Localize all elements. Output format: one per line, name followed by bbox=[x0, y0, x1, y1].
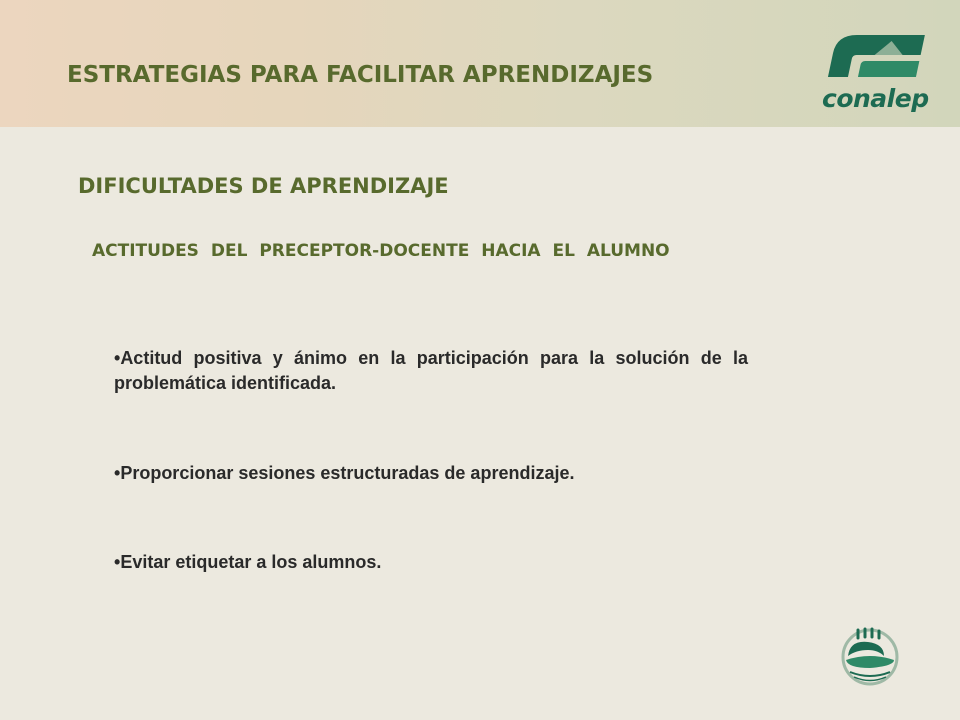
bullet-item bbox=[114, 550, 748, 575]
bullet-item bbox=[114, 461, 748, 486]
slide-title: ESTRATEGIAS PARA FACILITAR APRENDIZAJES bbox=[67, 62, 654, 88]
conalep-logo-text: conalep bbox=[822, 84, 929, 113]
bullet-item bbox=[114, 346, 748, 396]
bullet-text: Proporcionar sesiones estructuradas de aprendizaje. bbox=[120, 463, 575, 483]
bullet-marker: • bbox=[114, 552, 121, 572]
bullet-text: Evitar etiquetar a los alumnos. bbox=[120, 552, 382, 572]
bullet-marker: • bbox=[114, 463, 121, 483]
bullet-text: Actitud positiva y ánimo en la participación para la solución de la problemática identificada. bbox=[114, 348, 748, 393]
bullet-marker: • bbox=[114, 348, 121, 368]
subheading: ACTITUDES DEL PRECEPTOR-DOCENTE HACIA EL ALUMNO bbox=[92, 241, 670, 261]
section-heading: DIFICULTADES DE APRENDIZAJE bbox=[78, 174, 449, 198]
conalep-emblem-icon bbox=[834, 626, 906, 688]
